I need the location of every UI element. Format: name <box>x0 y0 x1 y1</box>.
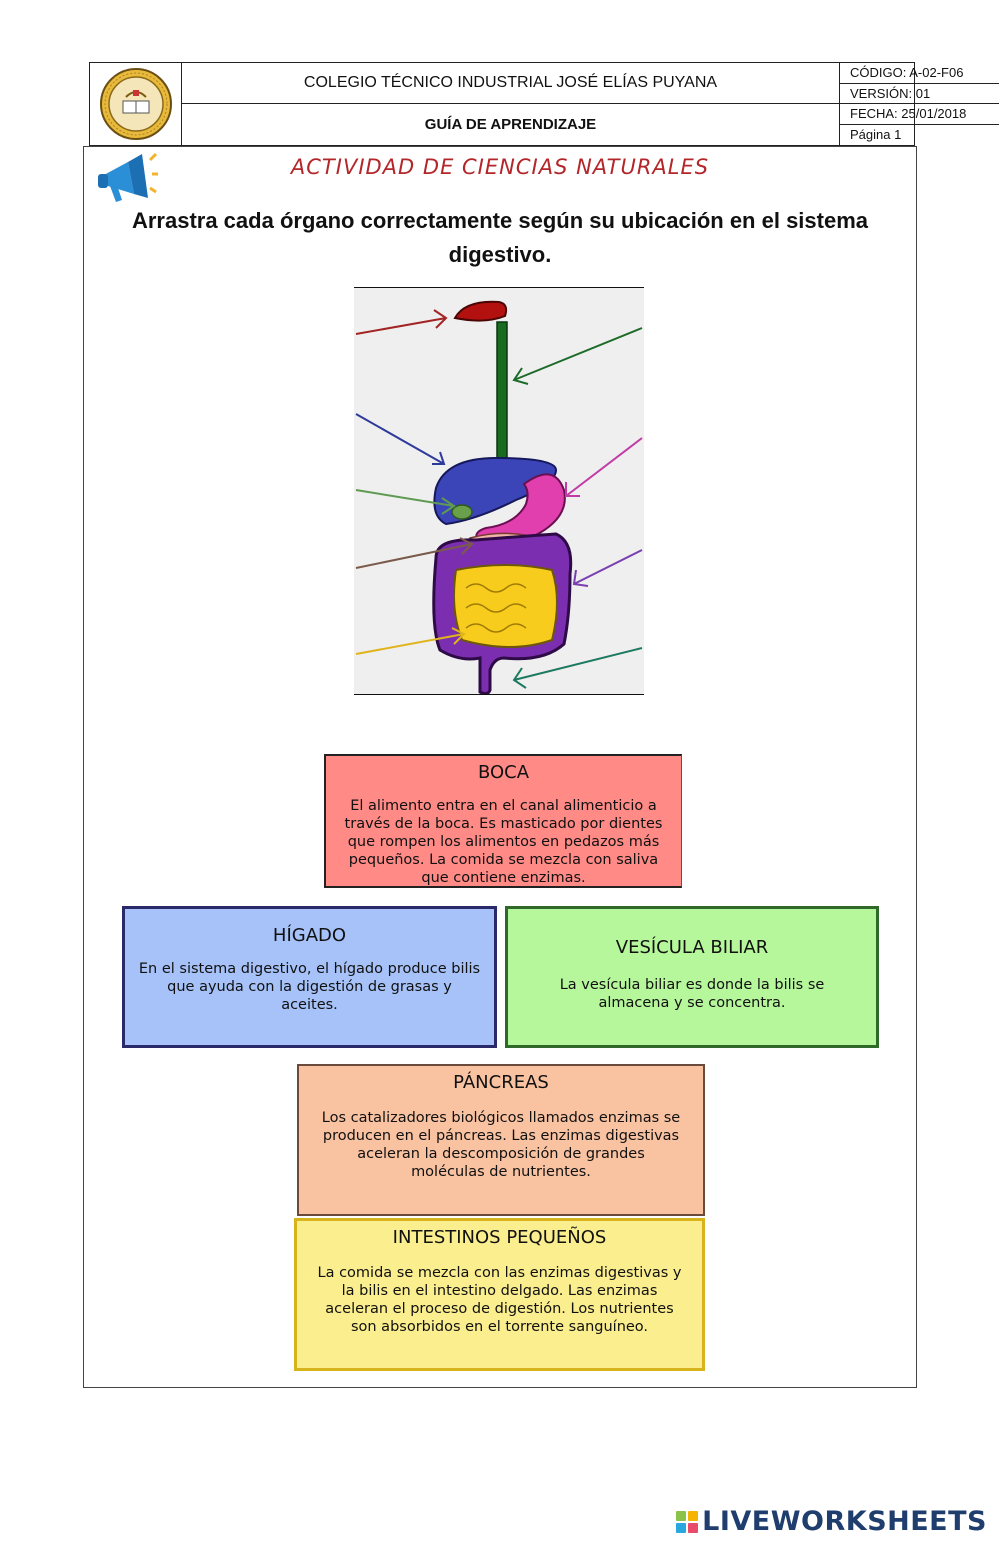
document-meta <box>840 63 967 145</box>
card-vesicula-biliar[interactable] <box>505 906 879 1048</box>
meta-version: VERSIÓN: 01 <box>840 84 999 105</box>
document-header <box>89 62 967 146</box>
card-text: En el sistema digestivo, el hígado produce bilis que ayuda con la digestión de grasas y aceites. <box>138 961 481 1013</box>
card-title: HÍGADO <box>272 925 347 946</box>
digestive-system-diagram <box>354 287 644 695</box>
card-intestinos-pequenos[interactable] <box>294 1218 705 1371</box>
card-title: BOCA <box>477 762 530 783</box>
meta-code: CÓDIGO: A-02-F06 <box>840 63 999 84</box>
guide-title: GUÍA DE APRENDIZAJE <box>182 104 840 145</box>
card-higado[interactable] <box>122 906 497 1048</box>
meta-page: Página 1 <box>850 126 902 142</box>
meta-date: FECHA: 25/01/2018 <box>840 104 999 125</box>
school-name: COLEGIO TÉCNICO INDUSTRIAL JOSÉ ELÍAS PUYANA <box>182 63 840 104</box>
brand-text: LIVEWORKSHEETS <box>702 1506 987 1537</box>
activity-instruction: Arrastra cada órgano correctamente según su ubicación en el sistema digestivo. <box>131 208 869 267</box>
card-text: Los catalizadores biológicos llamados enzimas se producen en el páncreas. Las enzimas digestivas aceleran la descomposición de grandes moléculas de nutrientes. <box>321 1110 681 1180</box>
megaphone-icon <box>94 148 158 206</box>
school-logo-cell <box>90 63 182 145</box>
card-text: La comida se mezcla con las enzimas digestivas y la bilis en el intestino delgado. Las enzimas aceleran el proceso de digestión. Los nutrientes son absorbidos en el torrente sanguíneo. <box>317 1265 682 1335</box>
card-title: INTESTINOS PEQUEÑOS <box>392 1227 607 1248</box>
card-boca-bg <box>326 756 681 886</box>
card-text: El alimento entra en el canal alimenticio a través de la boca. Es masticado por dientes que rompen los alimentos en pedazos más pequeños. La comida se mezcla con saliva que contiene enzimas. <box>344 798 663 886</box>
school-seal-icon <box>90 63 182 145</box>
card-title: PÁNCREAS <box>453 1072 549 1093</box>
digestive-system-illustration <box>354 288 644 694</box>
card-boca[interactable] <box>324 754 682 888</box>
card-text: La vesícula biliar es donde la bilis se almacena y se concentra. <box>559 977 825 1011</box>
card-pancreas[interactable] <box>297 1064 705 1216</box>
card-title: VESÍCULA BILIAR <box>615 937 769 958</box>
activity-title: ACTIVIDAD DE CIENCIAS NATURALES <box>290 155 710 179</box>
liveworksheets-brand <box>676 1506 987 1537</box>
liveworksheets-logo-icon <box>676 1511 698 1533</box>
